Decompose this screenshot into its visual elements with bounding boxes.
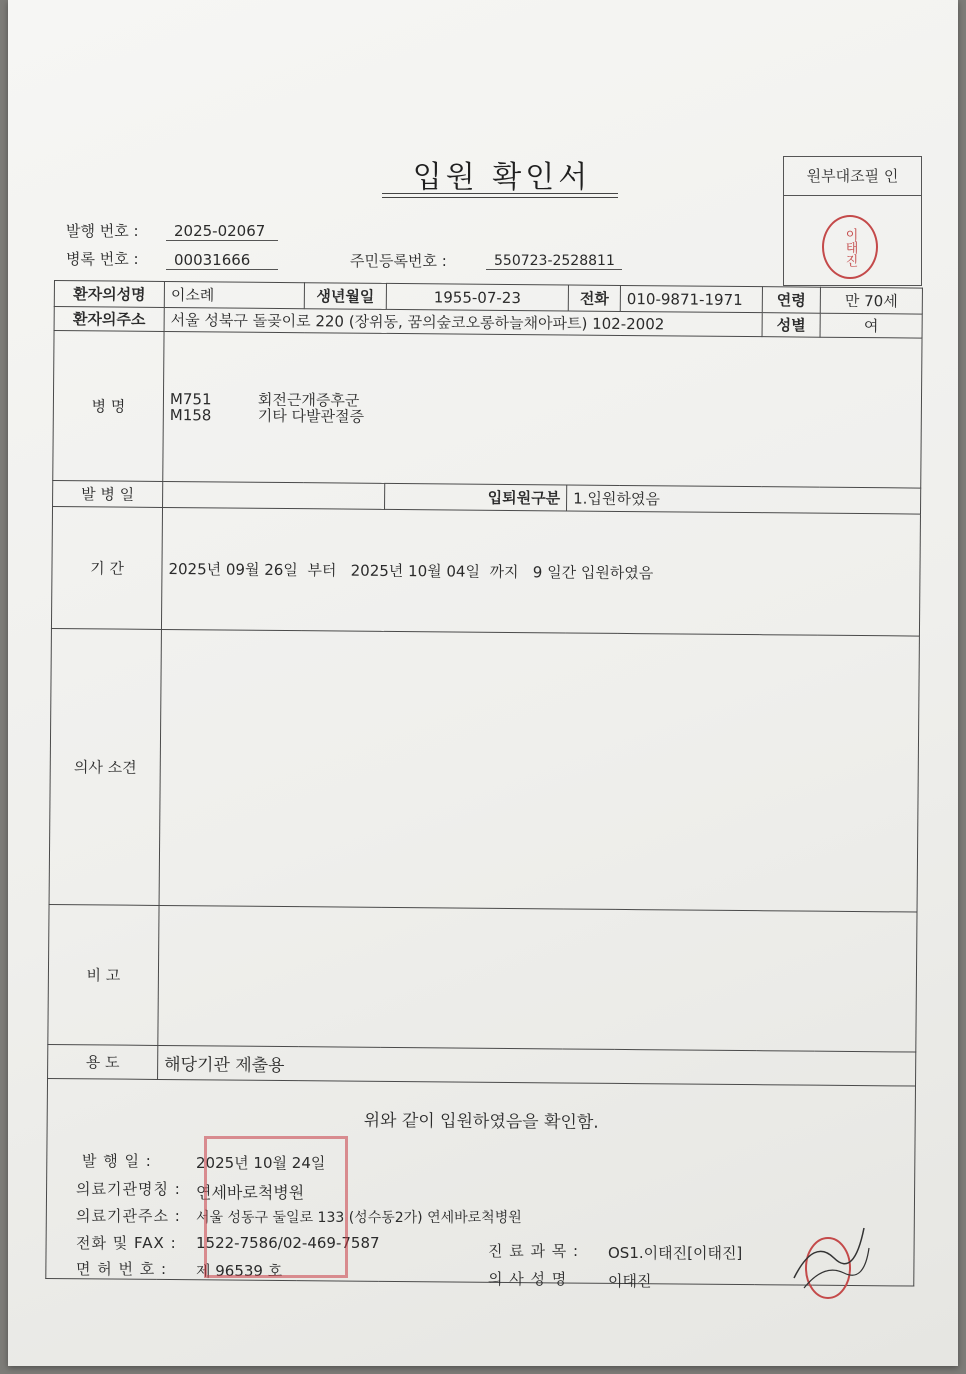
- admission-form-table: [45, 280, 923, 1287]
- admission-type-label: 입퇴원구분: [385, 483, 567, 511]
- period-row: [51, 506, 920, 636]
- phone-label: 전화: [568, 285, 620, 311]
- issue-no: 2025-02067: [166, 222, 278, 241]
- document-title: 입원 확인서: [412, 160, 592, 195]
- diagnosis-list: [163, 331, 922, 488]
- issue-no-label: 발행 번호 :: [66, 222, 139, 240]
- patient-name: 이소례: [164, 281, 304, 308]
- period-text: 2025년 09월 26일 부터 2025년 10월 04일 까지 9 일간 입원하였음: [161, 507, 920, 636]
- institution-name-label: 의료기관명칭 :: [76, 1180, 181, 1198]
- opinion-label: 의사 소견: [49, 628, 161, 905]
- purpose-text: 해당기관 제출용: [158, 1045, 916, 1086]
- license-label: 면 허 번 호 :: [76, 1260, 168, 1278]
- institution-name: 연세바로척병원: [196, 1183, 305, 1202]
- record-no-label: 병록 번호 :: [66, 250, 139, 268]
- record-no: 00031666: [166, 251, 278, 270]
- tel-fax-label: 전화 및 FAX :: [76, 1234, 177, 1252]
- department-label: 진 료 과 목 :: [488, 1242, 580, 1260]
- hospital-seal-icon: [204, 1136, 348, 1278]
- title-underline: [382, 193, 618, 194]
- patient-name-label: 환자의성명: [54, 281, 164, 308]
- phone-number: 010-9871-1971: [620, 285, 762, 312]
- sex-value: 여: [820, 313, 922, 338]
- title-underline-2: [382, 197, 618, 198]
- remarks-label: 비 고: [48, 904, 159, 1045]
- diagnosis-row: [53, 331, 922, 489]
- resident-no: 550723-2528811: [486, 253, 622, 270]
- diagnosis-code: M158: [169, 405, 212, 424]
- purpose-label: 용 도: [48, 1044, 158, 1079]
- institution-address-label: 의료기관주소 :: [76, 1207, 181, 1225]
- stamp-box-label: 원부대조필 인: [784, 157, 921, 196]
- remarks-text: [158, 905, 917, 1052]
- period-label: 기 간: [51, 506, 162, 629]
- issue-date-label: 발 행 일 :: [82, 1152, 152, 1170]
- seal-text: 이태진: [842, 227, 858, 267]
- doctor-name-label: 의 사 성 명: [488, 1270, 568, 1288]
- license-number: 제 96539 호: [196, 1262, 283, 1280]
- opinion-row: [49, 628, 919, 912]
- resident-no-label: 주민등록번호 :: [350, 252, 447, 270]
- birth-label: 생년월일: [304, 283, 386, 310]
- institution-address: 서울 성동구 둘일로 133 (성수동2가) 연세바로척병원: [196, 1210, 522, 1226]
- confirmation-text: 위와 같이 입원하였음을 확인함.: [46, 1078, 916, 1286]
- verification-stamp-box: [783, 156, 922, 286]
- doctor-signature-icon: [784, 1218, 874, 1308]
- address-label: 환자의주소: [54, 307, 164, 332]
- age-value: 만 70세: [820, 287, 922, 314]
- opinion-text: [159, 629, 919, 912]
- document-paper: [8, 0, 958, 1366]
- diagnosis-name: 회전근개증후군: [257, 390, 360, 410]
- doctor-seal-icon: [822, 215, 878, 279]
- onset-value: [163, 481, 385, 509]
- onset-label: 발 병 일: [53, 480, 163, 507]
- patient-address: 서울 성북구 돌곶이로 220 (장위동, 꿈의숲코오롱하늘채아파트) 102-2002: [164, 307, 762, 336]
- sex-label: 성별: [762, 313, 820, 338]
- remarks-row: [48, 904, 917, 1052]
- issue-date: 2025년 10월 24일: [196, 1154, 326, 1172]
- diagnosis-code: M751: [169, 389, 212, 408]
- diagnosis-name: 기타 다발관절증: [257, 406, 365, 426]
- department: OS1.이태진[이태진]: [608, 1244, 743, 1262]
- doctor-name: 이태진: [608, 1272, 652, 1290]
- admission-type: 1.입원하였음: [567, 485, 921, 514]
- birth-date: 1955-07-23: [386, 283, 568, 311]
- tel-fax: 1522-7586/02-469-7587: [196, 1234, 380, 1252]
- diagnosis-label: 병 명: [53, 331, 164, 482]
- age-label: 연령: [762, 287, 820, 314]
